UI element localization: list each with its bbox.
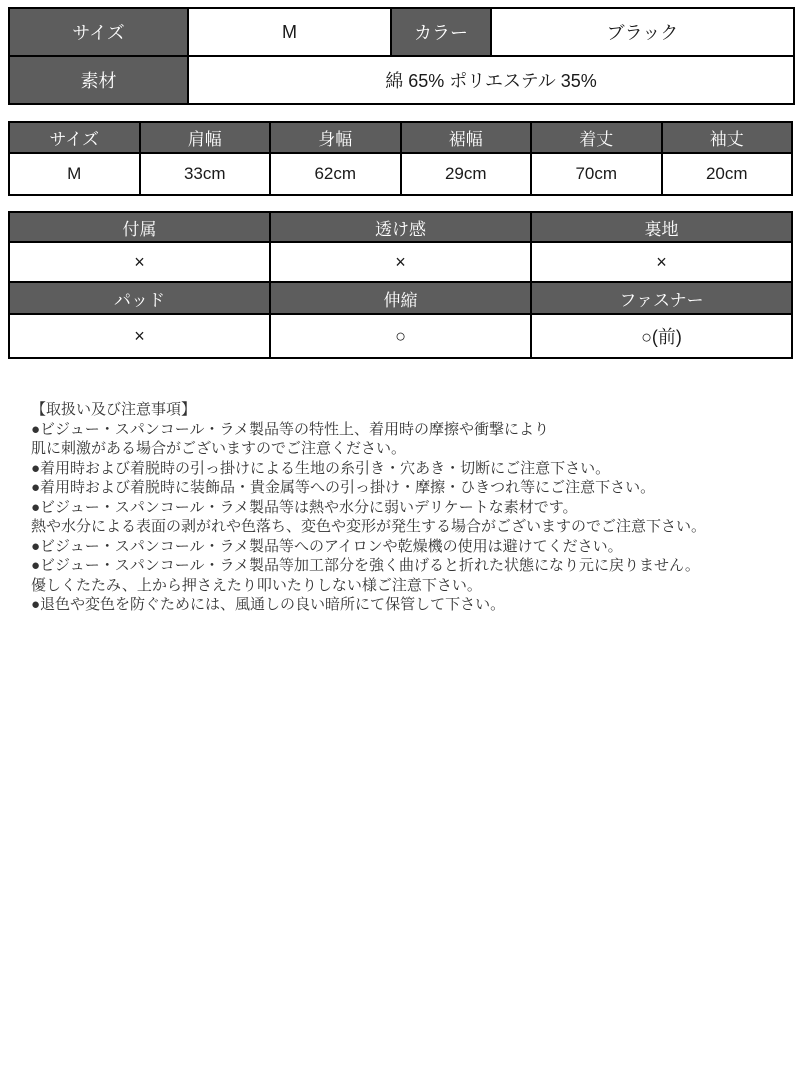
feature-header-accessory: 付属: [9, 212, 270, 242]
features-table: [8, 211, 793, 359]
measure-value-shoulder: 33cm: [140, 153, 271, 195]
handling-note-line: 優しくたたみ、上から押さえたり叩いたりしない様ご注意下さい。: [31, 576, 482, 594]
feature-header-pad: パッド: [9, 282, 270, 314]
size-color-material-table: [8, 7, 795, 105]
measurements-row: [9, 153, 792, 195]
material-value-cell: 綿 65% ポリエステル 35%: [188, 56, 794, 104]
feature-value-sheerness: ×: [270, 242, 531, 282]
feature-value-lining: ×: [531, 242, 792, 282]
measure-header-chest: 身幅: [270, 122, 401, 153]
features-row-1: [9, 242, 792, 282]
feature-value-pad: ×: [9, 314, 270, 358]
handling-note-line: ●ビジュー・スパンコール・ラメ製品等加工部分を強く曲げると折れた状態になり元に戻りません。: [31, 557, 700, 574]
feature-header-zipper: ファスナー: [531, 282, 792, 314]
handling-note-line: 肌に刺激がある場合がございますのでご注意ください。: [31, 440, 407, 457]
measure-header-sleeve: 袖丈: [662, 122, 793, 153]
measure-value-chest: 62cm: [270, 153, 401, 195]
color-header-cell: カラー: [391, 8, 491, 56]
measure-value-size: M: [9, 153, 140, 195]
handling-note-line: ●退色や変色を防ぐためには、風通しの良い暗所にて保管して下さい。: [31, 596, 506, 613]
feature-value-stretch: ○: [270, 314, 531, 358]
feature-header-sheerness: 透け感: [270, 212, 531, 242]
handling-note-line: ●着用時および着脱時の引っ掛けによる生地の糸引き・穴あき・切断にご注意下さい。: [31, 459, 611, 477]
handling-note-line: ●ビジュー・スパンコール・ラメ製品等は熱や水分に弱いデリケートな素材です。: [31, 498, 578, 516]
measure-header-length: 着丈: [531, 122, 662, 153]
measure-header-size: サイズ: [9, 122, 140, 153]
feature-header-stretch: 伸縮: [270, 282, 531, 314]
measurements-table: [8, 121, 793, 196]
features-row-2: [9, 314, 792, 358]
handling-note-line: ●着用時および着脱時に装飾品・貴金属等への引っ掛け・摩擦・ひきつれ等にご注意下さい。: [31, 479, 656, 496]
measure-value-length: 70cm: [531, 153, 662, 195]
handling-note-line: ●ビジュー・スパンコール・ラメ製品等へのアイロンや乾燥機の使用は避けてください。: [31, 537, 623, 555]
handling-note-line: 熱や水分による表面の剥がれや色落ち、変色や変形が発生する場合がございますのでご注意下さい。: [31, 518, 707, 535]
handling-notes: [31, 400, 776, 615]
size-value-cell: M: [188, 8, 391, 56]
color-value-cell: ブラック: [491, 8, 794, 56]
handling-notes-title: 【取扱い及び注意事項】: [31, 401, 197, 418]
feature-value-accessory: ×: [9, 242, 270, 282]
measure-header-hem: 裾幅: [401, 122, 532, 153]
measure-value-hem: 29cm: [401, 153, 532, 195]
handling-note-line: ●ビジュー・スパンコール・ラメ製品等の特性上、着用時の摩擦や衝撃により: [31, 420, 550, 438]
measure-header-shoulder: 肩幅: [140, 122, 271, 153]
feature-header-lining: 裏地: [531, 212, 792, 242]
material-header-cell: 素材: [9, 56, 188, 104]
measure-value-sleeve: 20cm: [662, 153, 793, 195]
size-header-cell: サイズ: [9, 8, 188, 56]
feature-value-zipper: ○(前): [531, 314, 792, 358]
